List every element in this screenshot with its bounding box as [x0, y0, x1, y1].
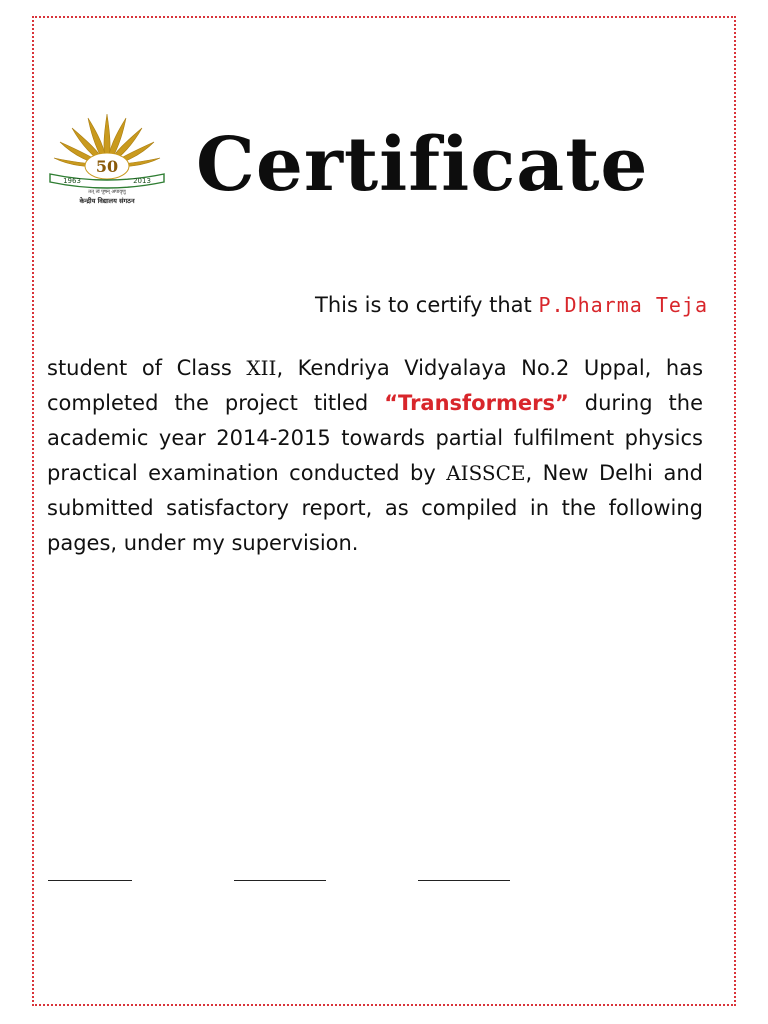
logo-motto: तत् त्वं पूषन् अपावृणु — [88, 189, 126, 195]
signature-line-1 — [48, 880, 132, 881]
body-text-part4: , New Delhi and submitted satisfactory report, as compiled in the following pages, under my supervision. — [47, 461, 703, 555]
body-text-part2: , Kendriya Vidyalaya No.2 Uppal, has completed the project titled — [47, 356, 704, 415]
body-text-part3: during the academic year 2014-2015 towards partial fulfilment physics practical examination conducted by — [47, 391, 704, 485]
certify-prefix: This is to certify that — [315, 293, 532, 317]
signature-line-3 — [418, 880, 510, 881]
certify-line — [315, 290, 708, 320]
certificate-title: Certificate — [196, 122, 649, 208]
logo-year-end: 2013 — [133, 177, 151, 185]
logo-year-start: 1963 — [63, 177, 81, 185]
signature-line-2 — [234, 880, 326, 881]
body-text-part1: student of Class — [47, 356, 247, 380]
class-roman-numeral: XII — [246, 356, 277, 380]
logo-anniversary-number: 50 — [95, 157, 119, 176]
certificate-body — [47, 351, 703, 561]
project-title: “Transformers” — [384, 391, 569, 415]
student-name: P.Dharma Teja — [538, 293, 708, 317]
logo-org-name: केन्द्रीय विद्यालय संगठन — [79, 197, 135, 205]
kvs-golden-jubilee-logo — [48, 104, 166, 208]
exam-board-name: AISSCE — [446, 461, 526, 485]
